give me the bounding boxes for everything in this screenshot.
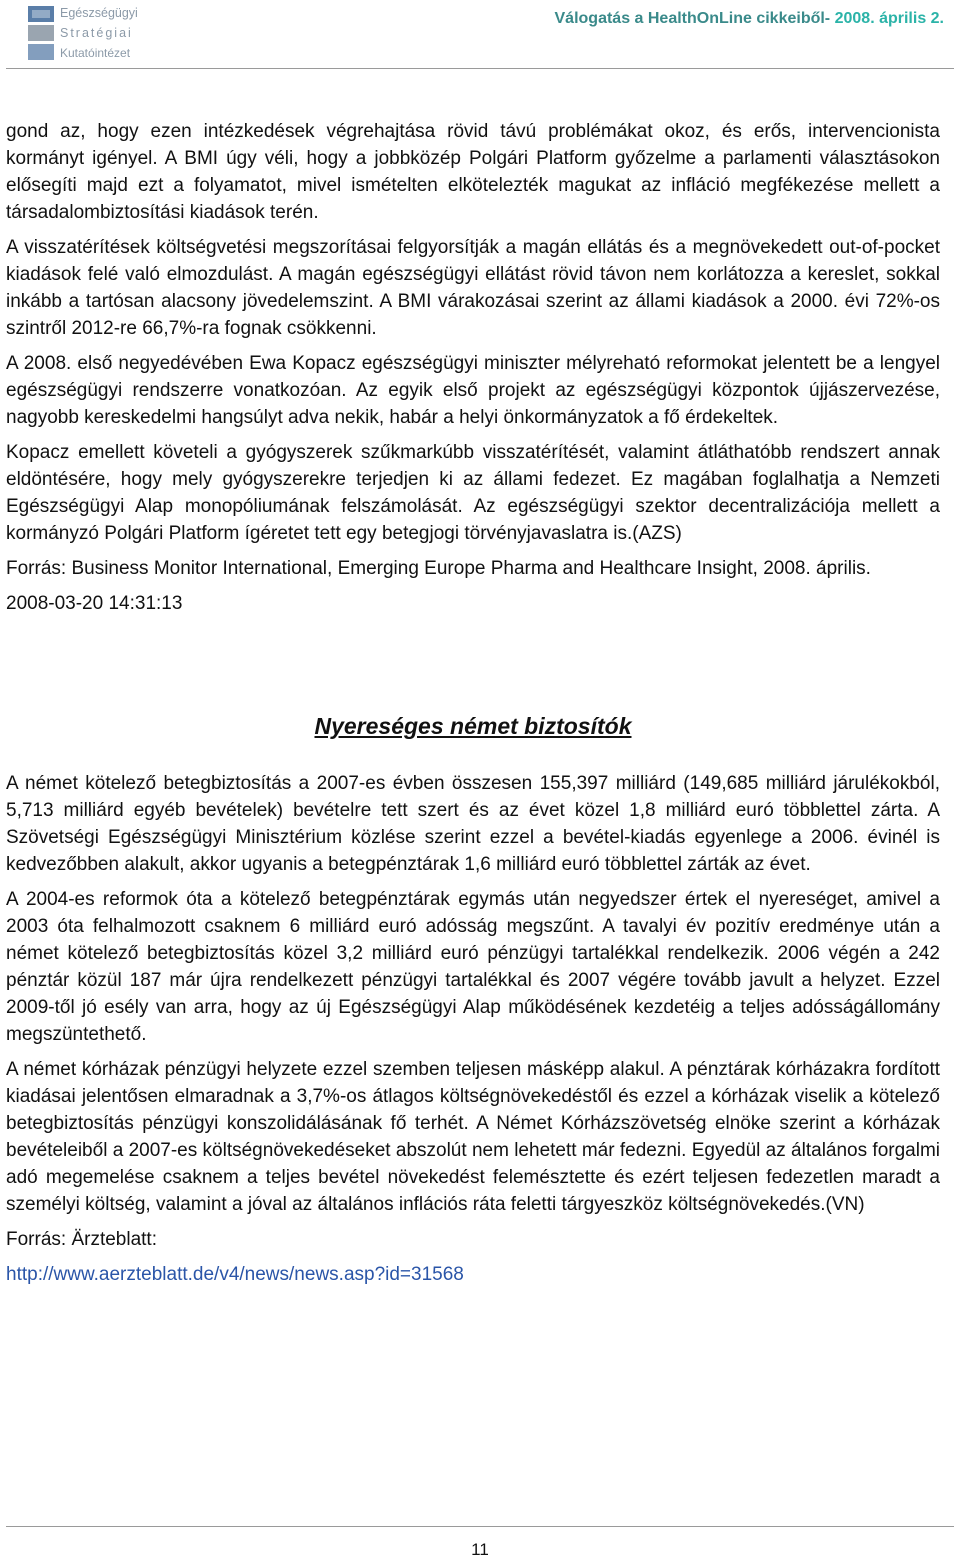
institute-logo xyxy=(26,4,176,64)
header-divider xyxy=(6,68,954,69)
header-title xyxy=(555,10,945,28)
article2-source-link[interactable]: http://www.aerzteblatt.de/v4/news/news.asp?id=31568 xyxy=(6,1264,464,1285)
article1-timestamp: 2008-03-20 14:31:13 xyxy=(6,593,183,614)
logo-line-1: Egészségügyi xyxy=(60,6,138,20)
article1-paragraph-2: A visszatérítések költségvetési megszorításai felgyorsítják a magán ellátás és a megnövekedett out-of-pocket kiadások felé való elmozdulást. A magán egészségügyi ellátást rövid távon nem korlátozza a kereslet, sokkal inkább a tartósan alacsony jövedelemszint. A BMI várakozásai szerint az állami kiadások a 2000. évi 72%-os szintről 2012-re 66,7%-ra fognak csökkenni. xyxy=(6,237,940,339)
logo-line-3: Kutatóintézet xyxy=(60,46,131,60)
article2-paragraph-3: A német kórházak pénzügyi helyzete ezzel szemben teljesen másképp alakul. A pénztárak kórházakra fordított kiadásai jelentősen elmaradnak a 3,7%-os átlagos költségnövekedéstől és ezzel a kórházak viselik a kötelező betegbiztosítás pénzügyi konszolidálásának fő terhét. A Német Kórházszövetség elnöke szerint a kórházak bevételeiből a 2007-es költségnövekedéseket abszolút nem lehetett már fedezni. Egyedül az általános forgalmi adó megemelése csaknem a teljes bevétel növekedést felemésztette és ezért teljesen fedezetlen maradt a személyi költség, valamint a jóval az általános inflációs ráta feletti tárgyeszköz költségnövekedés.(VN) xyxy=(6,1059,940,1215)
article1-paragraph-3: A 2008. első negyedévében Ewa Kopacz egészségügyi miniszter mélyreható reformokat jelentett be a lengyel egészségügyi rendszerre vonatkozóan. Az egyik első projekt az egészségügyi központok újjászervezése, nagyobb kereskedelmi hangsúlyt adva nekik, habár a helyi önkormányzatok a fő érdekeltek. xyxy=(6,353,940,428)
article1-source: Forrás: Business Monitor International, Emerging Europe Pharma and Healthcare Insight, 2008. április. xyxy=(6,558,871,579)
logo-emblem-icon xyxy=(26,4,60,62)
article2-title: Nyereséges német biztosítók xyxy=(314,713,632,739)
article1-paragraph-1: gond az, hogy ezen intézkedések végrehajtása rövid távú problémákat okoz, és erős, intervencionista kormányt igényel. A BMI úgy véli, hogy a jobbközép Polgári Platform győzelme a parlamenti választásokon elősegíti majd ezt a folyamatot, mivel ismételten elkötelezték magukat az infláció megfékezése mellett a társadalombiztosítási kiadások terén. xyxy=(6,121,940,223)
article2-source-label: Forrás: Ärzteblatt: xyxy=(6,1229,157,1250)
header-date: 2008. április 2. xyxy=(834,10,944,27)
article2-paragraph-1: A német kötelező betegbiztosítás a 2007-es évben összesen 155,397 milliárd (149,685 milliárd járulékokból, 5,713 milliárd egyéb bevételek) bevételre tett szert és az évet közel 1,8 milliárd euró többlettel zárta. A Szövetségi Egészségügyi Minisztérium közlése szerint ezzel a bevétel-kiadás egyenlege a 2006. évinél is kedvezőbben alakult, akkor ugyanis a betegpénztárak 1,6 milliárd euró többlettel zárták az évet. xyxy=(6,773,940,875)
article2-paragraph-2: A 2004-es reformok óta a kötelező betegpénztárak egymás után negyedszer értek el nyereséget, amivel a 2003 óta felhalmozott csaknem 6 milliárd euró adósság megszűnt. A tavalyi év pozitív eredménye után a német kötelező betegbiztosítás közel 3,2 milliárd euró pénzügyi tartalékkal rendelkezik. 2006 végén a 242 pénztár közül 187 már újra rendelkezett pénzügyi tartalékkal és 2007 végére tovább javult a helyzet. Ezzel 2009-től jó esély van arra, hogy az új Egészségügyi Alap működésének kezdetéig a teljes adósságállomány megszüntethető. xyxy=(6,889,940,1045)
main-content xyxy=(6,118,940,1288)
page-number: 11 xyxy=(471,1540,489,1559)
header-title-text: Válogatás a HealthOnLine cikkeiből- xyxy=(554,10,831,27)
article1-paragraph-4: Kopacz emellett követeli a gyógyszerek szűkmarkúbb visszatérítését, valamint átláthatóbb rendszert annak eldöntésére, hogy mely gyógyszerekre terjedjen ki az állami fedezet. Ez magában foglalhatja a Nemzeti Egészségügyi Alap monopóliumának felszámolását. Az egészségügyi szektor decentralizációja mellett a kormányzó Polgári Platform ígéretet tett egy betegjogi törvényjavaslatra is.(AZS) xyxy=(6,442,940,544)
page-header xyxy=(0,0,960,66)
logo-line-2: Stratégiai xyxy=(60,26,133,40)
footer-divider xyxy=(6,1526,954,1527)
